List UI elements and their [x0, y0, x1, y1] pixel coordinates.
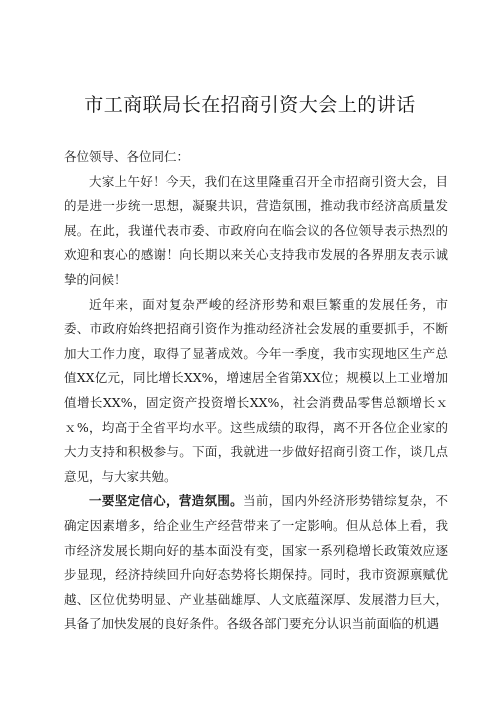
paragraph-text: 大家上午好！今天，我们在这里隆重召开全市招商引资大会，目的是进一步统一思想，凝聚共识，营造氛围，推动我市经济高质量发展。在此，我谨代表市委、市政府向在临会议的各位领导表示热烈的欢迎和衷心的感谢！向长期以来关心支持我市发展的各界朋友表示诚挚的问候！	[64, 173, 448, 287]
paragraph-achievements	[64, 293, 448, 490]
paragraph-greeting	[64, 170, 448, 293]
paragraph-lead: 一要坚定信心，营造氛围。	[89, 493, 243, 509]
paragraph-confidence	[64, 489, 448, 637]
salutation: 各位领导、各位同仁：	[64, 149, 190, 164]
document-title: 市工商联局长在招商引资大会上的讲话	[84, 94, 416, 116]
paragraph-text: 近年来，面对复杂严峻的经济形势和艰巨繁重的发展任务，市委、市政府始终把招商引资作为推动经济社会发展的重要抓手，不断加大工作力度，取得了显著成效。今年一季度，我市实现地区生产总值XX亿元，同比增长XX%，增速居全省第XX位；规模以上工业增加值增长XX%，固定资产投资增长XX%，社会消费品零售总额增长ｘｘ%，均高于全省平均水平。这些成绩的取得，离不开各位企业家的大力支持和积极参与。下面，我就进一步做好招商引资工作，谈几点意见，与大家共勉。	[64, 296, 448, 484]
paragraph-text: 当前，国内外经济形势错综复杂，不确定因素增多，给企业生产经营带来了一定影响。但从总体上看，我市经济发展长期向好的基本面没有变，国家一系列稳增长政策效应逐步显现，经济持续回升向好态势将长期保持。同时，我市资源禀赋优越、区位优势明显、产业基础雄厚、人文底蕴深厚、发展潜力巨大，具备了加快发展的良好条件。各级各部门要充分认识当前面临的机遇	[64, 493, 448, 632]
document-body	[64, 145, 448, 637]
